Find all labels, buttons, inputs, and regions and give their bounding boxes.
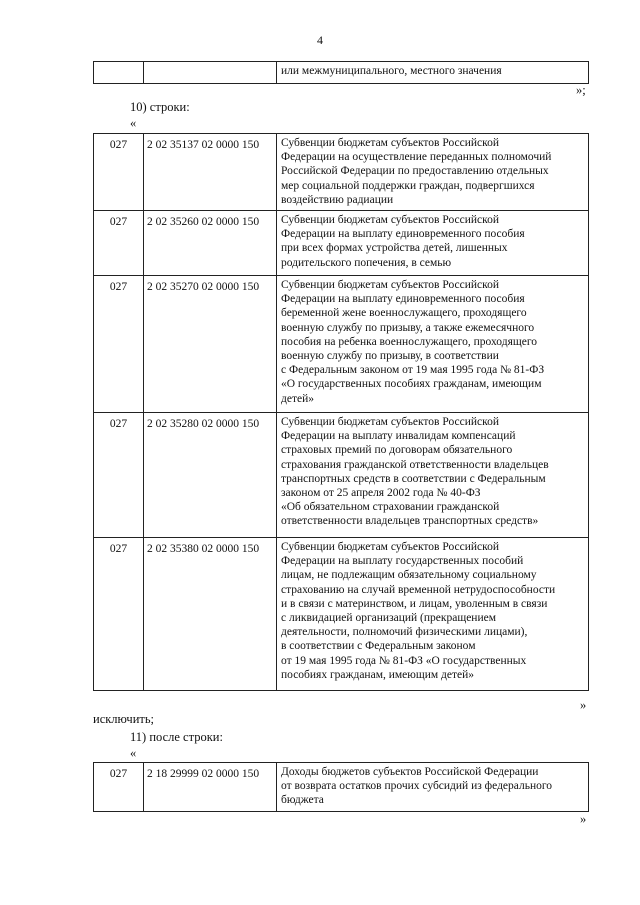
income-name-cell: Субвенции бюджетам субъектов Российской Федерации на выплату государственных пособий лицам, не подлежащим обязательному социальному страхованию на случай временной нетрудоспособности и в связи с материнством, и лицам, уволенным в связи с ликвидацией организаций (прекращением деятельности, полномочий физическими лицами), в соответствии с Федеральным законом от 19 мая 1995 года № 81-ФЗ «О государственных пособиях гражданам, имеющим детей» [277,538,589,691]
table-row [94,211,589,276]
closing-quote-10: » [580,698,587,712]
closing-quote-11: » [580,812,587,826]
top-table [93,61,589,84]
closing-quote-top: »; [576,83,586,97]
kbk-code-cell: 2 02 35270 02 0000 150 [144,276,277,413]
page-number: 4 [317,33,323,47]
table-row [94,538,589,691]
kbk-code-cell: 2 18 29999 02 0000 150 [144,763,277,812]
table-row [94,413,589,538]
table-row [94,62,589,84]
income-name-cell: Доходы бюджетов субъектов Российской Федерации от возврата остатков прочих субсидий из федерального бюджета [277,763,589,812]
budget-code-cell: 027 [94,763,144,812]
income-name-cell: Субвенции бюджетам субъектов Российской Федерации на выплату единовременного пособия при всех формах устройства детей, лишенных родительского попечения, в семью [277,211,589,276]
opening-quote-10: « [130,116,137,130]
table-row [94,763,589,812]
budget-code-cell [94,62,144,84]
item-11-label: 11) после строки: [130,730,223,744]
table-row [94,276,589,413]
table-row [94,134,589,211]
income-name-cell: или межмуниципального, местного значения [277,62,589,84]
income-name-cell: Субвенции бюджетам субъектов Российской Федерации на осуществление переданных полномочий Российской Федерации по предоставлению отдельных мер социальной поддержки граждан, подвергшихся воздействию радиации [277,134,589,211]
budget-code-cell: 027 [94,211,144,276]
kbk-code-cell: 2 02 35260 02 0000 150 [144,211,277,276]
kbk-code-cell: 2 02 35137 02 0000 150 [144,134,277,211]
budget-code-cell: 027 [94,413,144,538]
kbk-code-cell: 2 02 35280 02 0000 150 [144,413,277,538]
income-name-cell: Субвенции бюджетам субъектов Российской Федерации на выплату инвалидам компенсаций страховых премий по договорам обязательного страхования гражданской ответственности владельцев транспортных средств в соответствии с Федеральным законом от 25 апреля 2002 года № 40-ФЗ «Об обязательном страховании гражданской ответственности владельцев транспортных средств» [277,413,589,538]
budget-code-cell: 027 [94,538,144,691]
kbk-code-cell [144,62,277,84]
kbk-code-cell: 2 02 35380 02 0000 150 [144,538,277,691]
budget-code-cell: 027 [94,276,144,413]
income-name-cell: Субвенции бюджетам субъектов Российской Федерации на выплату единовременного пособия беременной жене военнослужащего, проходящего военную службу по призыву, а также ежемесячного пособия на ребенка военнослужащего, проходящего военную службу по призыву, в соответствии с Федеральным законом от 19 мая 1995 года № 81-ФЗ «О государственных пособиях гражданам, имеющим детей» [277,276,589,413]
exclude-instruction: исключить; [93,712,155,726]
table-item-10 [93,133,589,691]
opening-quote-11: « [130,746,137,760]
budget-code-cell: 027 [94,134,144,211]
item-10-label: 10) строки: [130,100,190,114]
table-item-11 [93,762,589,812]
